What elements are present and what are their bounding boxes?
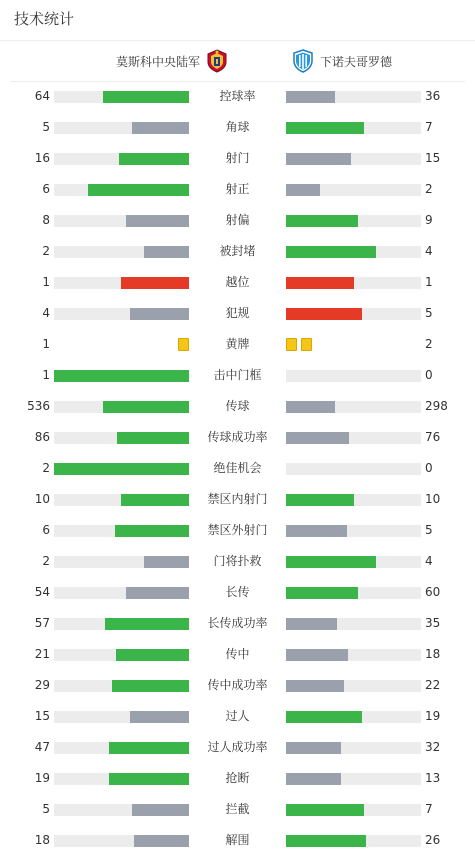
home-bar-fill: [144, 246, 189, 258]
home-value: 2: [42, 461, 50, 475]
away-bar-fill: [286, 556, 376, 568]
home-bar-fill: [54, 370, 189, 382]
home-bar-fill: [88, 184, 189, 196]
cska-moscow-crest-icon: [206, 49, 228, 73]
home-bar-track: [54, 649, 189, 661]
away-bar-fill: [286, 525, 347, 537]
home-value: 536: [27, 399, 50, 413]
home-value: 29: [34, 678, 50, 692]
away-bar-track: [286, 463, 421, 475]
home-bar-fill: [126, 215, 189, 227]
home-team[interactable]: [116, 49, 228, 73]
away-bar-track: [286, 711, 421, 723]
away-value: 76: [425, 430, 441, 444]
home-team-name: 莫斯科中央陆军: [115, 54, 200, 69]
stat-label: 被封堵: [219, 244, 256, 258]
stat-row: [0, 298, 475, 329]
away-value: 4: [425, 244, 433, 258]
stat-row: [0, 732, 475, 763]
away-bar-track: [286, 618, 421, 630]
home-bar-track: [54, 463, 189, 475]
away-bar-fill: [286, 246, 376, 258]
stat-row: [0, 670, 475, 701]
home-value: 5: [42, 802, 50, 816]
home-bar-fill: [121, 277, 189, 289]
away-bar-track: [286, 680, 421, 692]
home-yellow-cards: [178, 338, 189, 351]
stat-label: 传球成功率: [207, 430, 268, 444]
stat-row: [0, 267, 475, 298]
stat-row: [0, 112, 475, 143]
stat-row: [0, 825, 475, 856]
away-bar-fill: [286, 215, 358, 227]
away-bar-fill: [286, 184, 320, 196]
home-value: 1: [42, 275, 50, 289]
home-value: 21: [34, 647, 50, 661]
away-value: 1: [425, 275, 433, 289]
away-bar-track: [286, 401, 421, 413]
away-bar-track: [286, 370, 421, 382]
stat-row: [0, 329, 475, 360]
away-bar-fill: [286, 773, 341, 785]
away-value: 0: [425, 461, 433, 475]
away-value: 10: [425, 492, 441, 506]
page-title: 技术统计: [14, 10, 75, 28]
away-bar-fill: [286, 835, 366, 847]
away-value: 26: [425, 833, 441, 847]
stat-label: 绝佳机会: [213, 461, 262, 475]
stat-row: [0, 639, 475, 670]
home-value: 1: [42, 368, 50, 382]
home-bar-track: [54, 277, 189, 289]
stat-label: 射偏: [225, 213, 250, 227]
yellow-card-icon: [286, 338, 297, 351]
away-bar-track: [286, 494, 421, 506]
home-value: 4: [42, 306, 50, 320]
home-value: 54: [34, 585, 50, 599]
away-bar-fill: [286, 432, 349, 444]
stat-row: [0, 174, 475, 205]
home-bar-fill: [117, 432, 189, 444]
home-bar-fill: [130, 711, 189, 723]
home-bar-track: [54, 680, 189, 692]
away-bar-fill: [286, 494, 354, 506]
stat-label: 击中门框: [213, 368, 262, 382]
home-bar-track: [54, 804, 189, 816]
home-value: 15: [34, 709, 50, 723]
stat-label: 禁区外射门: [207, 523, 268, 537]
away-value: 32: [425, 740, 441, 754]
stat-label: 犯规: [225, 306, 250, 320]
home-value: 19: [34, 771, 50, 785]
away-value: 0: [425, 368, 433, 382]
home-bar-track: [54, 370, 189, 382]
away-bar-track: [286, 556, 421, 568]
away-bar-track: [286, 184, 421, 196]
away-bar-fill: [286, 277, 354, 289]
away-bar-fill: [286, 618, 337, 630]
away-bar-track: [286, 835, 421, 847]
away-bar-track: [286, 122, 421, 134]
yellow-card-icon: [178, 338, 189, 351]
away-value: 13: [425, 771, 441, 785]
away-bar-track: [286, 246, 421, 258]
stat-label: 抢断: [225, 771, 250, 785]
away-bar-fill: [286, 680, 344, 692]
away-bar-fill: [286, 401, 335, 413]
stat-row: [0, 453, 475, 484]
home-bar-fill: [109, 742, 189, 754]
stat-row: [0, 546, 475, 577]
home-bar-track: [54, 618, 189, 630]
away-value: 36: [425, 89, 441, 103]
away-bar-track: [286, 215, 421, 227]
home-value: 6: [42, 182, 50, 196]
stat-row: [0, 236, 475, 267]
home-bar-fill: [116, 649, 189, 661]
away-bar-track: [286, 308, 421, 320]
home-bar-fill: [103, 91, 189, 103]
home-bar-fill: [121, 494, 189, 506]
stat-label: 传球: [225, 399, 250, 413]
stat-row: [0, 484, 475, 515]
home-bar-fill: [126, 587, 189, 599]
stat-label: 射正: [225, 182, 250, 196]
stat-row: [0, 515, 475, 546]
home-bar-fill: [103, 401, 189, 413]
away-bar-fill: [286, 742, 341, 754]
home-value: 57: [34, 616, 50, 630]
stat-label: 禁区内射门: [207, 492, 268, 506]
stat-label: 角球: [225, 120, 250, 134]
away-bar-track: [286, 649, 421, 661]
home-bar-fill: [144, 556, 189, 568]
home-bar-track: [54, 153, 189, 165]
home-bar-track: [54, 122, 189, 134]
away-value: 2: [425, 182, 433, 196]
stat-row: [0, 205, 475, 236]
stat-label: 长传: [225, 585, 250, 599]
stat-label: 黄牌: [225, 337, 250, 351]
stat-label: 过人成功率: [207, 740, 268, 754]
home-bar-track: [54, 246, 189, 258]
home-value: 86: [34, 430, 50, 444]
stat-label: 门将扑救: [213, 554, 262, 568]
away-value: 5: [425, 306, 433, 320]
home-bar-fill: [105, 618, 189, 630]
away-bar-track: [286, 742, 421, 754]
home-bar-fill: [54, 463, 189, 475]
home-value: 6: [42, 523, 50, 537]
stat-label: 拦截: [225, 802, 250, 816]
home-bar-track: [54, 773, 189, 785]
away-value: 9: [425, 213, 433, 227]
home-bar-fill: [132, 122, 189, 134]
home-bar-fill: [109, 773, 189, 785]
away-bar-track: [286, 277, 421, 289]
away-yellow-cards: [286, 338, 312, 351]
stat-row: [0, 360, 475, 391]
home-bar-track: [54, 742, 189, 754]
away-team-name: 下诺夫哥罗德: [320, 54, 393, 69]
stat-label: 长传成功率: [207, 616, 268, 630]
stat-label: 传中成功率: [207, 678, 268, 692]
stat-row: [0, 143, 475, 174]
home-bar-track: [54, 401, 189, 413]
home-bar-track: [54, 587, 189, 599]
home-value: 10: [34, 492, 50, 506]
away-bar-fill: [286, 308, 362, 320]
home-bar-fill: [115, 525, 189, 537]
away-value: 19: [425, 709, 441, 723]
away-value: 22: [425, 678, 441, 692]
away-value: 60: [425, 585, 441, 599]
home-bar-track: [54, 215, 189, 227]
home-value: 64: [34, 89, 50, 103]
home-bar-track: [54, 184, 189, 196]
home-bar-track: [54, 711, 189, 723]
away-bar-track: [286, 525, 421, 537]
home-value: 2: [42, 554, 50, 568]
yellow-card-icon: [301, 338, 312, 351]
away-bar-fill: [286, 122, 364, 134]
teams-header: [10, 41, 465, 82]
home-bar-track: [54, 91, 189, 103]
stat-row: [0, 763, 475, 794]
away-bar-track: [286, 773, 421, 785]
away-bar-track: [286, 804, 421, 816]
stat-row: [0, 794, 475, 825]
away-bar-track: [286, 587, 421, 599]
stat-label: 过人: [225, 709, 250, 723]
home-value: 8: [42, 213, 50, 227]
stat-label: 传中: [225, 647, 250, 661]
stat-label: 射门: [225, 151, 250, 165]
home-value: 1: [42, 337, 50, 351]
away-bar-fill: [286, 153, 351, 165]
home-bar-track: [54, 308, 189, 320]
home-bar-track: [54, 835, 189, 847]
stat-row: [0, 81, 475, 112]
home-bar-track: [54, 494, 189, 506]
home-bar-track: [54, 556, 189, 568]
home-bar-fill: [112, 680, 189, 692]
away-bar-track: [286, 91, 421, 103]
away-value: 7: [425, 120, 433, 134]
away-bar-fill: [286, 804, 364, 816]
home-value: 47: [34, 740, 50, 754]
away-bar-fill: [286, 649, 348, 661]
stat-row: [0, 608, 475, 639]
home-bar-fill: [119, 153, 189, 165]
home-value: 16: [34, 151, 50, 165]
away-team[interactable]: [292, 49, 392, 73]
away-bar-fill: [286, 711, 362, 723]
home-bar-fill: [134, 835, 189, 847]
away-value: 35: [425, 616, 441, 630]
stat-row: [0, 391, 475, 422]
away-value: 5: [425, 523, 433, 537]
home-bar-track: [54, 525, 189, 537]
stat-label: 控球率: [219, 89, 256, 103]
away-value: 4: [425, 554, 433, 568]
home-bar-fill: [132, 804, 189, 816]
home-bar-track: [54, 432, 189, 444]
away-value: 15: [425, 151, 441, 165]
home-value: 2: [42, 244, 50, 258]
away-bar-track: [286, 432, 421, 444]
stats-table: [0, 81, 475, 856]
away-value: 7: [425, 802, 433, 816]
away-value: 18: [425, 647, 441, 661]
stat-row: [0, 422, 475, 453]
stat-row: [0, 577, 475, 608]
home-bar-fill: [130, 308, 189, 320]
stat-label: 越位: [225, 275, 250, 289]
stat-label: 解围: [225, 833, 250, 847]
nizhny-novgorod-crest-icon: [292, 49, 314, 73]
away-value: 2: [425, 337, 433, 351]
stat-row: [0, 701, 475, 732]
away-bar-fill: [286, 91, 335, 103]
home-value: 18: [34, 833, 50, 847]
away-bar-track: [286, 153, 421, 165]
home-value: 5: [42, 120, 50, 134]
away-bar-fill: [286, 587, 358, 599]
away-value: 298: [425, 399, 448, 413]
